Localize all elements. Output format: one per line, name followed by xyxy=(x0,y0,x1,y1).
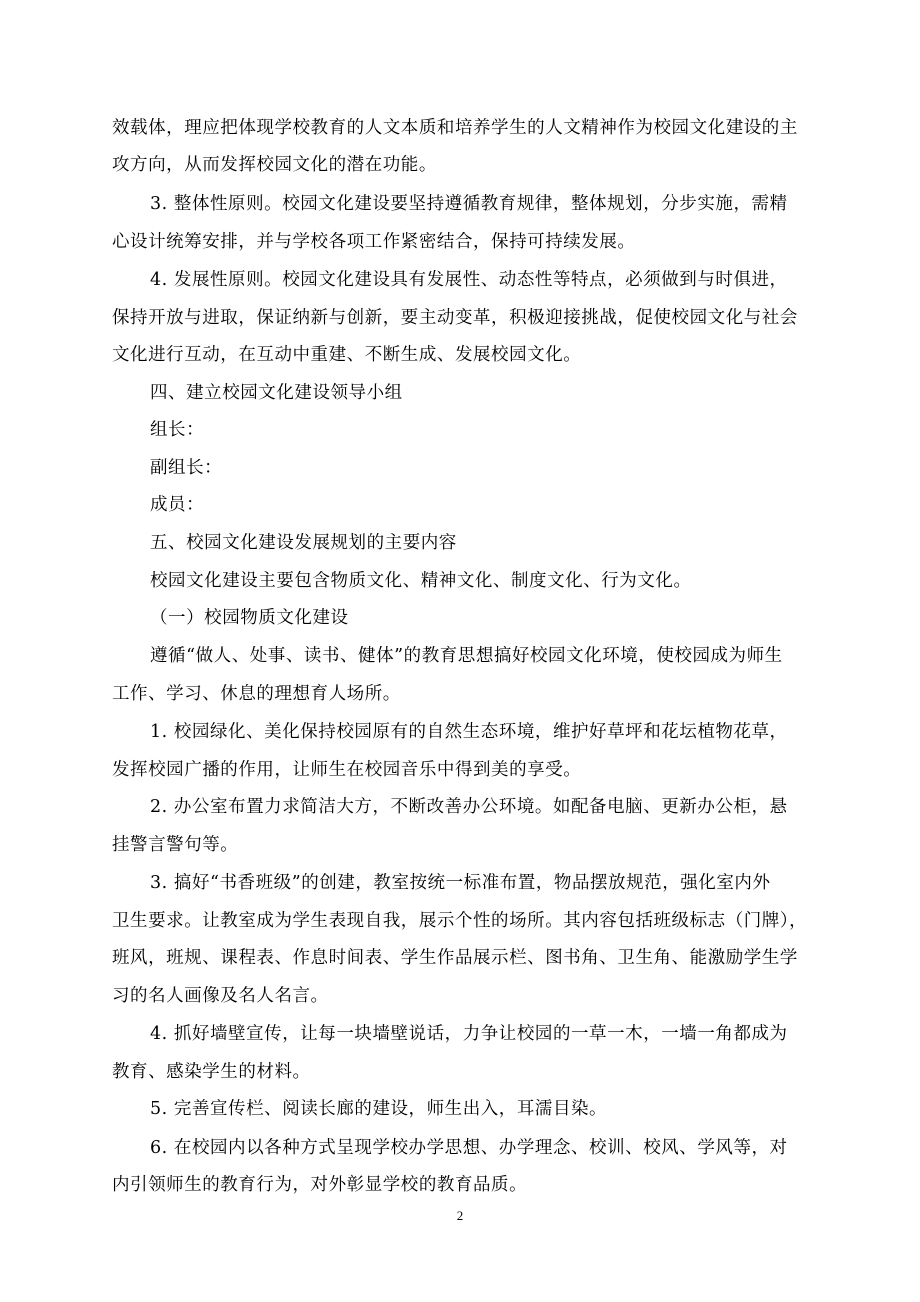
text-line: 教育、感染学生的材料。 xyxy=(112,1062,311,1082)
text-line: 效载体，理应把体现学校教育的人文本质和培养学生的人文精神作为校园文化建设的主 xyxy=(112,118,798,138)
section-heading: 四、建立校园文化建设领导小组 xyxy=(150,383,403,403)
text-line: 4. 抓好墙壁宣传，让每一块墙壁说话，力争让校园的一草一木，一墙一角都成为 xyxy=(150,1024,788,1044)
text-line: 卫生要求。让教室成为学生表现自我，展示个性的场所。其内容包括班级标志（门牌）， xyxy=(112,911,808,931)
text-line: 2. 办公室布置力求简洁大方，不断改善办公环境。如配备电脑、更新办公柜，悬 xyxy=(150,797,788,817)
text-line: 1. 校园绿化、美化保持校园原有的自然生态环境，维护好草坪和花坛植物花草， xyxy=(150,722,788,742)
text-line: 成员： xyxy=(150,495,205,515)
subsection-heading: （一）校园物质文化建设 xyxy=(150,608,349,628)
text-line: 校园文化建设主要包含物质文化、精神文化、制度文化、行为文化。 xyxy=(150,571,692,591)
text-line: 遵循“做人、处事、读书、健体”的教育思想搞好校园文化环境，使校园成为师生 xyxy=(150,646,783,666)
text-line: 挂警言警句等。 xyxy=(112,835,239,855)
text-line: 组长： xyxy=(150,420,205,440)
text-line: 3. 搞好“书香班级”的创建，教室按统一标准布置，物品摆放规范，强化室内外 xyxy=(150,873,771,893)
text-line: 5. 完善宣传栏、阅读长廊的建设，师生出入，耳濡目染。 xyxy=(150,1099,608,1119)
text-line: 发挥校园广播的作用，让师生在校园音乐中得到美的享受。 xyxy=(112,760,582,780)
text-line: 3. 整体性原则。校园文化建设要坚持遵循教育规律，整体规划，分步实施，需精 xyxy=(150,194,788,214)
text-line: 副组长： xyxy=(150,458,223,478)
text-line: 4. 发展性原则。校园文化建设具有发展性、动态性等特点，必须做到与时俱进， xyxy=(150,270,788,290)
text-line: 工作、学习、休息的理想育人场所。 xyxy=(112,684,401,704)
text-line: 6. 在校园内以各种方式呈现学校办学思想、办学理念、校训、校风、学风等，对 xyxy=(150,1138,788,1158)
text-line: 心设计统筹安排，并与学校各项工作紧密结合，保持可持续发展。 xyxy=(112,232,636,252)
section-heading: 五、校园文化建设发展规划的主要内容 xyxy=(150,533,457,553)
text-line: 班风，班规、课程表、作息时间表、学生作品展示栏、图书角、卫生角、能激励学生学 xyxy=(112,948,798,968)
text-line: 习的名人画像及名人名言。 xyxy=(112,986,329,1006)
text-line: 攻方向，从而发挥校园文化的潜在功能。 xyxy=(112,155,437,175)
text-line: 内引领师生的教育行为，对外彰显学校的教育品质。 xyxy=(112,1175,528,1195)
page-number: 2 xyxy=(456,1208,464,1223)
text-line: 文化进行互动，在互动中重建、不断生成、发展校园文化。 xyxy=(112,345,582,365)
text-line: 保持开放与进取，保证纳新与创新，要主动变革，积极迎接挑战，促使校园文化与社会 xyxy=(112,308,798,328)
